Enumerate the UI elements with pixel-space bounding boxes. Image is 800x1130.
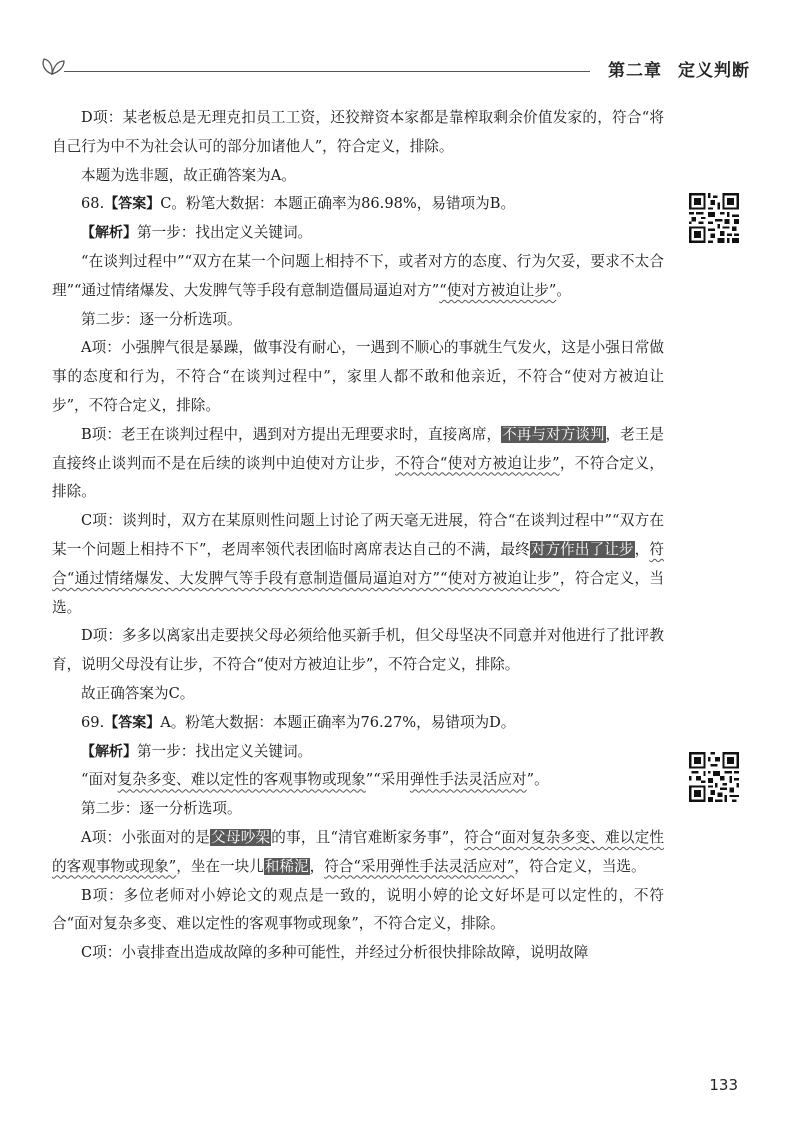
paragraph: 故正确答案为C。 bbox=[81, 684, 195, 702]
paragraph: B项：老王在谈判过程中，遇到对方提出无理要求时，直接离席，不再与对方谈判，老王是直接终止谈判而不是在后续的谈判中迫使对方让步，不符合“使对方被迫让步”，不符合定义，排除。 bbox=[52, 425, 664, 501]
wavy-underline: 不符合“使对方被迫让步” bbox=[395, 454, 560, 472]
paragraph: A项：小张面对的是父母吵架的事，且“清官难断家务事”，符合“面对复杂多变、难以定性的客观事物或现象”，坐在一块儿和稀泥，符合“采用弹性手法灵活应对”，符合定义，当选。 bbox=[52, 828, 664, 875]
page-header bbox=[38, 54, 750, 82]
highlight: 对方作出了让步 bbox=[530, 540, 634, 558]
paragraph: D项：多多以离家出走要挟父母必须给他买新手机，但父母坚决不同意并对他进行了批评教育，说明父母没有让步，不符合“使对方被迫让步”，不符合定义，排除。 bbox=[52, 627, 664, 674]
qr-code-icon[interactable] bbox=[689, 193, 739, 243]
analysis-label: 【解析】 bbox=[81, 225, 137, 242]
wavy-underline: 复杂多变、难以定性的客观事物或现象 bbox=[117, 771, 366, 789]
answer-label: 【答案】 bbox=[104, 196, 161, 213]
paragraph: 第二步：逐一分析选项。 bbox=[81, 800, 242, 818]
answer-label: 【答案】 bbox=[104, 714, 161, 731]
wavy-underline: 符合“面对复杂多变、难以定性的客观事物或现象” bbox=[52, 828, 664, 875]
wavy-underline: 弹性手法灵活应对 bbox=[409, 771, 527, 789]
wavy-underline: 符合“采用弹性手法灵活应对” bbox=[324, 857, 515, 875]
highlight: 不再与对方谈判 bbox=[502, 425, 605, 443]
analysis-68: 【解析】第一步：找出定义关键词。 bbox=[81, 224, 313, 242]
page-number: 133 bbox=[709, 1076, 738, 1094]
analysis-label: 【解析】 bbox=[81, 743, 137, 760]
chapter-title: 第二章 定义判断 bbox=[608, 61, 750, 81]
paragraph: 本题为选非题，故正确答案为A。 bbox=[81, 166, 296, 184]
paragraph: 第二步：逐一分析选项。 bbox=[81, 310, 242, 328]
wavy-underline: 符合“通过情绪爆发、大发脾气等手段有意制造僵局逼迫对方”“使对方被迫让步” bbox=[52, 540, 664, 587]
paragraph: C项：小袁排查出造成故障的多种可能性，并经过分析很快排除故障，说明故障 bbox=[81, 944, 589, 962]
page-body bbox=[52, 104, 664, 968]
paragraph: A项：小强脾气很是暴躁，做事没有耐心，一遇到不顺心的事就生气发火，这是小强日常做事的态度和行为，不符合“在谈判过程中”，家里人都不敢和他亲近，不符合“使对方被迫让步”，不符合定义，排除。 bbox=[52, 339, 664, 414]
paragraph: “面对复杂多变、难以定性的客观事物或现象”“采用弹性手法灵活应对”。 bbox=[81, 771, 549, 789]
paragraph: D项：某老板总是无理克扣员工工资，还狡辩资本家都是靠榨取剩余价值发家的，符合“将自己行为中不为社会认可的部分加诸他人”，符合定义，排除。 bbox=[52, 109, 664, 155]
highlight: 父母吵架 bbox=[211, 828, 271, 846]
answer-69: 69.【答案】A。粉笔大数据：本题正确率为76.27%，易错项为D。 bbox=[81, 713, 516, 731]
answer-68: 68.【答案】C。粉笔大数据：本题正确率为86.98%，易错项为B。 bbox=[81, 195, 516, 213]
analysis-69: 【解析】第一步：找出定义关键词。 bbox=[81, 742, 313, 760]
highlight: 和稀泥 bbox=[264, 857, 309, 875]
paragraph: B项：多位老师对小婷论文的观点是一致的，说明小婷的论文好坏是可以定性的，不符合“面对复杂多变、难以定性的客观事物或现象”，不符合定义，排除。 bbox=[52, 886, 664, 933]
paragraph: “在谈判过程中”“双方在某一个问题上相持不下，或者对方的态度、行为欠妥，要求不太合理”“通过情绪爆发、大发脾气等手段有意制造僵局逼迫对方”“使对方被迫让步”。 bbox=[52, 252, 664, 299]
qr-code-icon[interactable] bbox=[689, 752, 739, 802]
header-rule bbox=[64, 71, 590, 72]
paragraph: C项：谈判时，双方在某原则性问题上讨论了两天毫无进展，符合“在谈判过程中”“双方在某一个问题上相持不下”，老周率领代表团临时离席表达自己的不满，最终对方作出了让步，符合“通过情绪爆发、大发脾气等手段有意制造僵局逼迫对方”“使对方被迫让步”，符合定义，当选。 bbox=[52, 512, 664, 616]
leaf-icon bbox=[38, 54, 66, 78]
wavy-underline: “使对方被迫让步” bbox=[439, 281, 557, 299]
